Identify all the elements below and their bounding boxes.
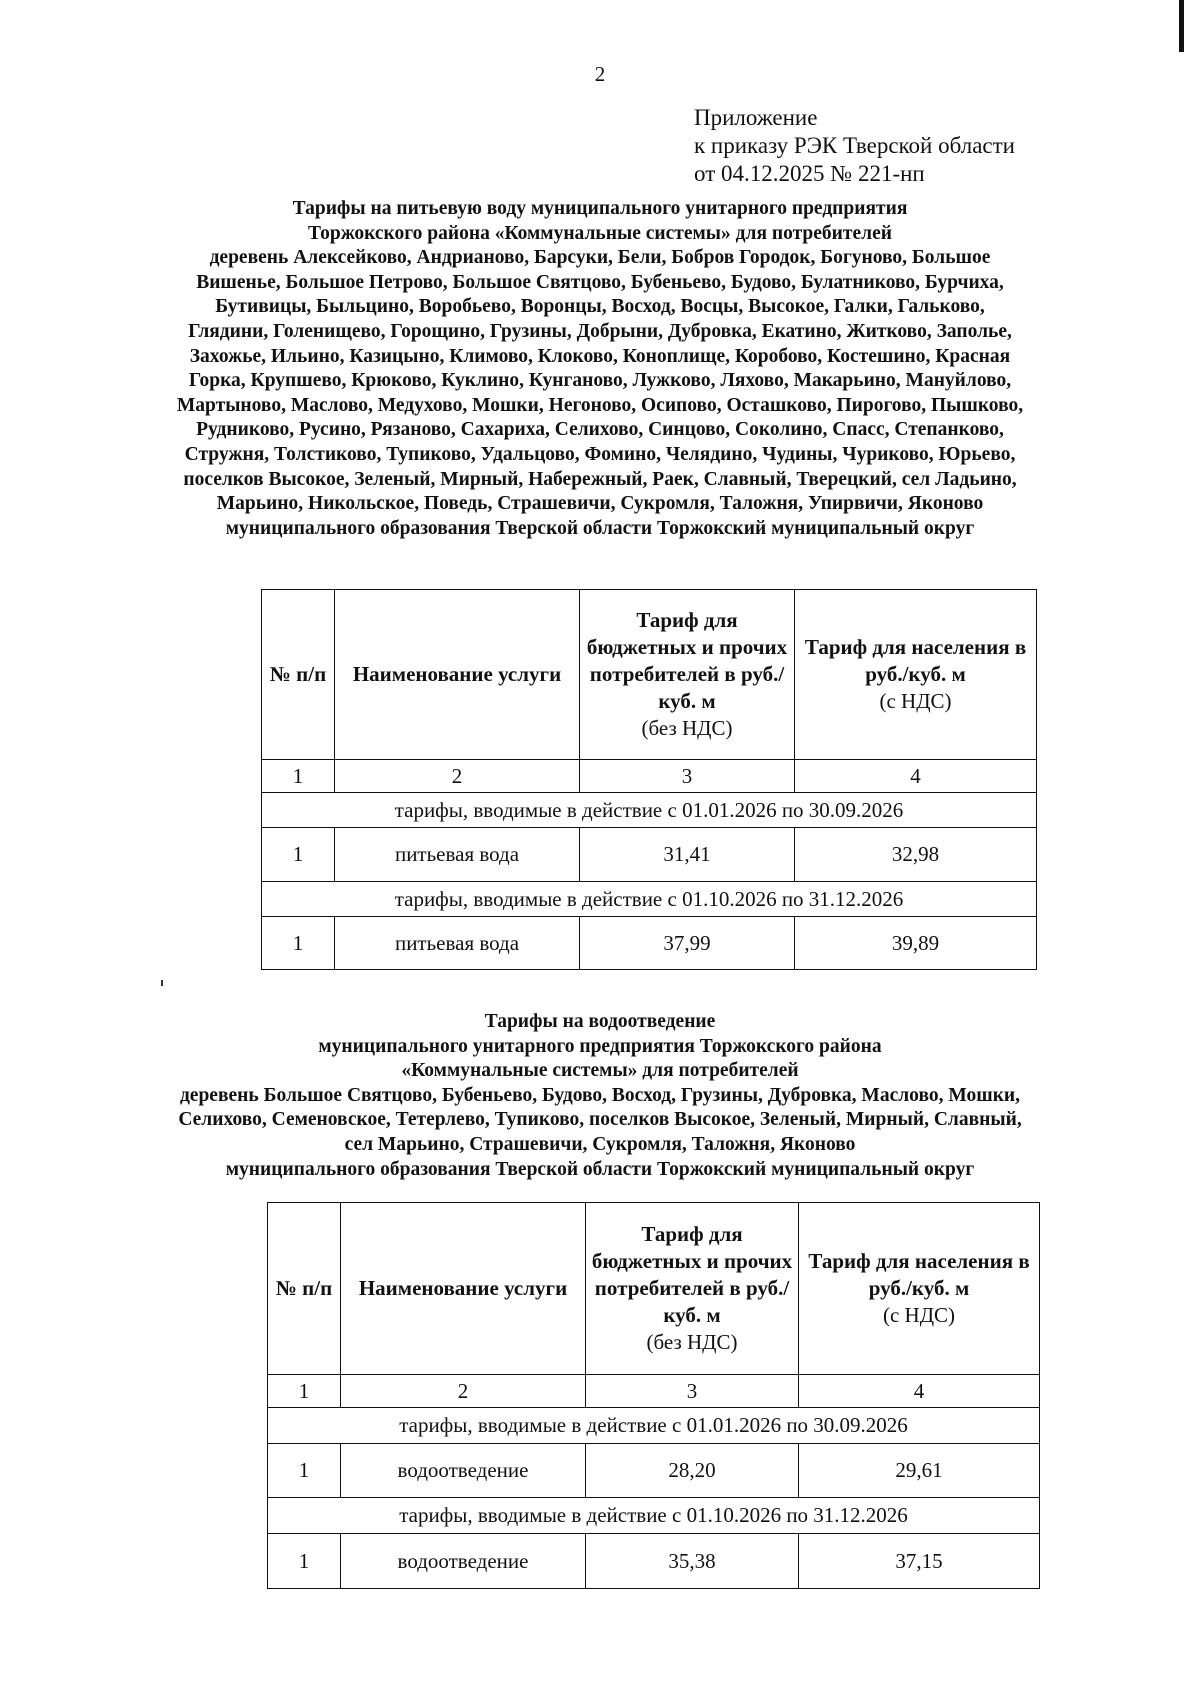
title-line: Тарифы на питьевую воду муниципального унитарного предприятия xyxy=(292,198,908,219)
header-service: Наименование услуги xyxy=(335,590,580,760)
period-label: тарифы, вводимые в действие с 01.10.2026 по 31.12.2026 xyxy=(262,882,1037,917)
col-number: 1 xyxy=(268,1375,341,1408)
header-population-vat-note: (с НДС) xyxy=(879,689,952,713)
row-population-tariff: 32,98 xyxy=(795,828,1037,882)
header-budget-vat-note: (без НДС) xyxy=(646,1330,738,1354)
row-num: 1 xyxy=(268,1534,341,1589)
title-line: Рудниково, Русино, Рязаново, Сахариха, Селихово, Синцово, Соколино, Спасс, Степанково, xyxy=(196,419,1004,441)
title-line: Торжокского района «Коммунальные системы» для потребителей xyxy=(308,222,892,244)
table-header-row xyxy=(262,590,1037,760)
title-line: муниципального образования Тверской области Торжокский муниципальный округ xyxy=(225,517,975,539)
annex-line: к приказу РЭК Тверской области xyxy=(694,133,1015,158)
col-number: 1 xyxy=(262,760,335,793)
column-number-row xyxy=(262,760,1037,793)
table-row xyxy=(262,828,1037,882)
title-line: муниципального унитарного предприятия Торжокского района xyxy=(318,1035,882,1057)
header-budget-tariff xyxy=(580,590,795,760)
wastewater-tariff-table xyxy=(267,1202,1040,1589)
row-budget-tariff: 37,99 xyxy=(580,917,795,970)
title-line: Селихово, Семеновское, Тетерлево, Тупиково, поселков Высокое, Зеленый, Мирный, Славный, xyxy=(178,1109,1022,1131)
annex-line: Приложение xyxy=(694,105,818,130)
col-number: 3 xyxy=(586,1375,799,1408)
period-row xyxy=(268,1408,1040,1444)
col-number: 3 xyxy=(580,760,795,793)
column-number-row xyxy=(268,1375,1040,1408)
row-budget-tariff: 28,20 xyxy=(586,1444,799,1498)
row-service: питьевая вода xyxy=(335,828,580,882)
title-line: сел Марьино, Страшевичи, Сукромля, Таложня, Яконово xyxy=(344,1133,856,1155)
period-label: тарифы, вводимые в действие с 01.01.2026 по 30.09.2026 xyxy=(268,1408,1040,1444)
section1-title xyxy=(0,197,1200,541)
header-budget-tariff xyxy=(586,1203,799,1375)
row-budget-tariff: 31,41 xyxy=(580,828,795,882)
header-population-tariff xyxy=(795,590,1037,760)
period-row xyxy=(268,1498,1040,1534)
annex-block xyxy=(694,104,1015,188)
scan-mark xyxy=(161,980,163,986)
row-population-tariff: 37,15 xyxy=(799,1534,1040,1589)
page-edge-line xyxy=(1179,0,1184,52)
row-service: водоотведение xyxy=(341,1534,586,1589)
header-service: Наименование услуги xyxy=(341,1203,586,1375)
col-number: 2 xyxy=(341,1375,586,1408)
title-line: деревень Алексейково, Андрианово, Барсуки, Бели, Бобров Городок, Богуново, Большое xyxy=(209,247,991,269)
header-num: № п/п xyxy=(262,590,335,760)
header-budget-vat-note: (без НДС) xyxy=(641,716,733,740)
table-row xyxy=(268,1444,1040,1498)
title-line: Марьино, Никольское, Поведь, Страшевичи, Сукромля, Таложня, Упирвичи, Яконово xyxy=(216,493,984,515)
title-line: Глядини, Голенищево, Горощино, Грузины, Добрыни, Дубровка, Екатино, Житково, Заполье, xyxy=(188,320,1012,342)
title-line: «Коммунальные системы» для потребителей xyxy=(401,1060,799,1082)
title-line: Захожье, Ильино, Казицыно, Климово, Клоково, Коноплище, Коробово, Костешино, Красная xyxy=(189,345,1011,367)
header-budget-bold: Тариф для бюджетных и прочих потребителей в руб./куб. м xyxy=(591,1222,793,1327)
table-row xyxy=(262,917,1037,970)
col-number: 2 xyxy=(335,760,580,793)
annex-line: от 04.12.2025 № 221-нп xyxy=(694,161,925,186)
header-population-bold: Тариф для населения в руб./куб. м xyxy=(804,635,1027,686)
row-num: 1 xyxy=(268,1444,341,1498)
period-row xyxy=(262,882,1037,917)
title-line: деревень Большое Святцово, Бубеньево, Будово, Восход, Грузины, Дубровка, Маслово, Мошки, xyxy=(179,1084,1021,1106)
title-line: Мартыново, Маслово, Медухово, Мошки, Негоново, Осипово, Осташково, Пирогово, Пышково, xyxy=(176,394,1024,416)
title-line: Тарифы на водоотведение xyxy=(484,1011,716,1032)
title-line: муниципального образования Тверской области Торжокский муниципальный округ xyxy=(225,1158,975,1180)
col-number: 4 xyxy=(799,1375,1040,1408)
table-row xyxy=(268,1534,1040,1589)
section2-title xyxy=(0,1010,1200,1182)
period-label: тарифы, вводимые в действие с 01.01.2026 по 30.09.2026 xyxy=(262,793,1037,828)
table-header-row xyxy=(268,1203,1040,1375)
drinking-water-tariff-table xyxy=(261,589,1037,970)
title-line: Бутивицы, Быльцино, Воробьево, Воронцы, Восход, Восцы, Высокое, Галки, Гальково, xyxy=(215,296,985,318)
header-population-tariff xyxy=(799,1203,1040,1375)
header-budget-bold: Тариф для бюджетных и прочих потребителей в руб./куб. м xyxy=(586,608,788,713)
title-line: Вишенье, Большое Петрово, Большое Святцово, Бубеньево, Будово, Булатниково, Бурчиха, xyxy=(196,271,1004,293)
header-population-vat-note: (с НДС) xyxy=(882,1303,956,1327)
header-population-bold: Тариф для населения в руб./куб. м xyxy=(808,1249,1030,1300)
row-population-tariff: 29,61 xyxy=(799,1444,1040,1498)
period-row xyxy=(262,793,1037,828)
row-service: водоотведение xyxy=(341,1444,586,1498)
col-number: 4 xyxy=(795,760,1037,793)
title-line: Горка, Крупшево, Крюково, Куклино, Кунганово, Лужково, Ляхово, Макарьино, Мануйлово, xyxy=(188,370,1012,392)
row-num: 1 xyxy=(262,917,335,970)
page-number: 2 xyxy=(594,62,606,86)
row-service: питьевая вода xyxy=(335,917,580,970)
row-population-tariff: 39,89 xyxy=(795,917,1037,970)
title-line: Стружня, Толстиково, Тупиково, Удальцово, Фомино, Челядино, Чудины, Чуриково, Юрьево, xyxy=(184,443,1016,465)
period-label: тарифы, вводимые в действие с 01.10.2026 по 31.12.2026 xyxy=(268,1498,1040,1534)
header-num: № п/п xyxy=(268,1203,341,1375)
title-line: поселков Высокое, Зеленый, Мирный, Набережный, Раек, Славный, Тверецкий, сел Ладьино, xyxy=(183,468,1017,490)
row-num: 1 xyxy=(262,828,335,882)
row-budget-tariff: 35,38 xyxy=(586,1534,799,1589)
